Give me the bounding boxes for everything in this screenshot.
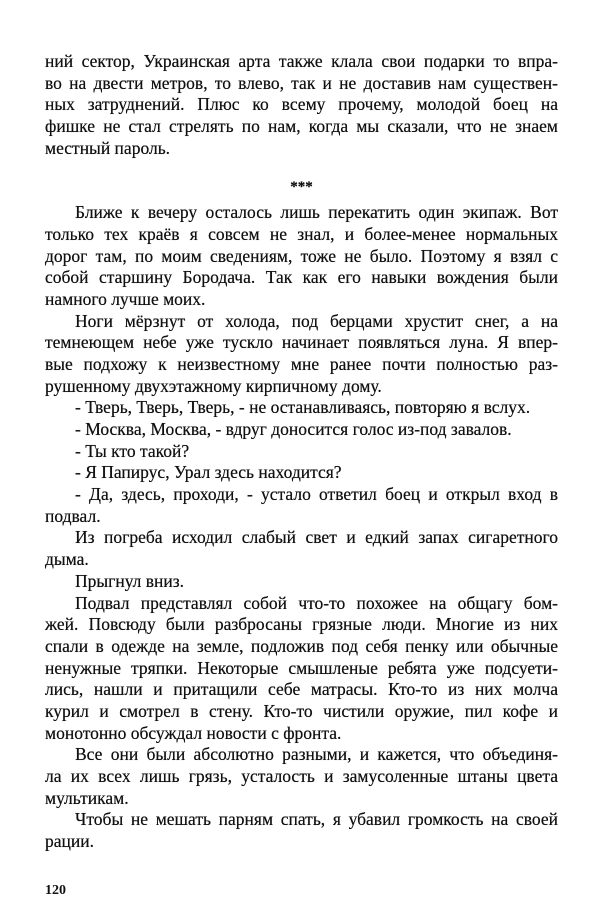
- paragraph: [45, 311, 558, 398]
- text-block-continued: [45, 51, 558, 159]
- text-line: монотонно обсуждал новости с фронта.: [45, 722, 342, 743]
- text-line: спали в одежде на земле, подложив под себя пенку или обычные: [45, 635, 558, 656]
- text-line: мультикам.: [45, 787, 129, 808]
- text-line: во на двести метров, то влево, так и не доставив нам существен-: [45, 72, 558, 93]
- paragraph: [45, 571, 558, 593]
- text-line: жей. Повсюду были разбросаны грязные люди. Многие из них: [45, 614, 558, 635]
- text-line: Ближе к вечеру осталось лишь перекатить один экипаж. Вот: [75, 202, 558, 223]
- text-line: намного лучше моих.: [45, 288, 206, 309]
- paragraph: [45, 397, 558, 419]
- text-line: вые подхожу к неизвестному мне ранее почти полностью раз-: [45, 353, 558, 374]
- text-line: Чтобы не мешать парням спать, я убавил громкость на своей: [75, 809, 558, 830]
- text-line: - Ты кто такой?: [75, 440, 190, 461]
- text-line: фишке не стал стрелять по нам, когда мы сказали, что не знаем: [45, 116, 558, 137]
- text-line: рации.: [45, 831, 94, 852]
- text-line: Ноги мёрзнут от холода, под берцами хрустит снег, а на: [75, 310, 558, 331]
- text-line: подвал.: [45, 505, 101, 526]
- text-line: собой старшину Бородача. Так как его навыки вождения были: [45, 267, 558, 288]
- paragraph: [45, 462, 558, 484]
- text-line: - Да, здесь, проходи, - устало ответил боец и открыл вход в: [75, 484, 558, 505]
- text-line: дорог там, по моим сведениям, тоже не было. Поэтому я взял с: [45, 245, 558, 266]
- text-block-section: [45, 202, 558, 853]
- text-line: рушенному двухэтажному кирпичному дому.: [45, 375, 382, 396]
- text-line: местный пароль.: [45, 137, 171, 158]
- text-line: лись, нашли и притащили себе матрасы. Кто-то из них молча: [45, 679, 558, 700]
- text-line: - Москва, Москва, - вдруг доносится голос из-под завалов.: [75, 419, 512, 439]
- text-line: только тех краёв я совсем не знал, и более-менее нормальных: [45, 223, 558, 244]
- text-line: ненужные тряпки. Некоторые смышленые ребята уже подсуети-: [45, 657, 558, 678]
- text-line: дыма.: [45, 549, 89, 570]
- text-line: Все они были абсолютно разными, и кажется, что объединя-: [75, 744, 558, 765]
- text-line: Из погреба исходил слабый свет и едкий запах сигаретного: [75, 527, 558, 548]
- paragraph: [45, 593, 558, 745]
- text-line: - Тверь, Тверь, Тверь, - не останавливаясь, повторяю я вслух.: [75, 397, 531, 418]
- page-body: [45, 51, 558, 853]
- paragraph: [45, 51, 558, 159]
- text-line: курил и смотрел в стену. Кто-то чистили оружие, пил кофе и: [45, 700, 558, 721]
- text-line: Подвал представлял собой что-то похожее на общагу бом-: [75, 592, 558, 613]
- text-line: ний сектор, Украинская арта также клала свои подарки то впра-: [45, 51, 558, 71]
- paragraph: [45, 484, 558, 527]
- paragraph: [45, 419, 558, 441]
- paragraph: [45, 527, 558, 570]
- paragraph: [45, 441, 558, 463]
- paragraph: [45, 744, 558, 809]
- section-separator: ***: [290, 179, 313, 196]
- paragraph: [45, 809, 558, 852]
- paragraph: [45, 202, 558, 310]
- page-number: 120: [45, 883, 66, 898]
- text-line: темнеющем небе уже тускло начинает появляться луна. Я впер-: [45, 332, 558, 353]
- text-line: - Я Папирус, Урал здесь находится?: [75, 462, 342, 483]
- text-line: ла их всех лишь грязь, усталость и замусоленные штаны цвета: [45, 766, 558, 786]
- text-line: Прыгнул вниз.: [75, 570, 185, 591]
- text-line: ных затруднений. Плюс ко всему прочему, молодой боец на: [45, 94, 558, 115]
